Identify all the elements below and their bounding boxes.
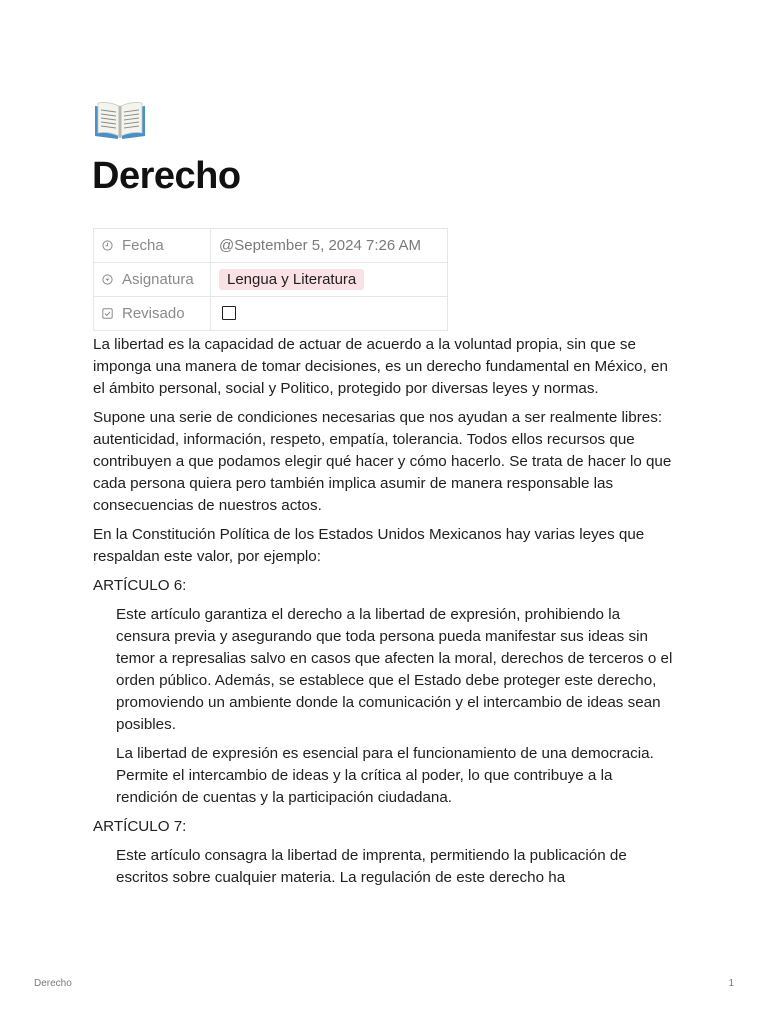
footer-page-number: 1 [728,978,734,989]
paragraph: Supone una serie de condiciones necesarias que nos ayudan a ser realmente libres: autenticidad, información, respeto, empatía, tolerancia. Todos ellos recursos que contribuyen a que podamos elegir qué hacer y cómo hacerlo. Se trata de hacer lo que cada persona quiera pero también implica asumir de manera responsable las consecuencias de nuestros actos. [93,409,672,514]
property-value-fecha[interactable]: @September 5, 2024 7:26 AM [211,229,448,263]
property-label-cell [94,297,211,331]
open-book-icon [92,98,148,142]
select-icon [102,272,113,283]
property-row-fecha [94,229,448,263]
quote-paragraph: La libertad de expresión es esencial para el funcionamiento de una democracia. Permite el intercambio de ideas y la crítica al poder, lo que contribuye a la rendición de cuentas y la participación ciudadana. [116,745,654,806]
property-value-revisado [211,297,448,331]
properties-table [93,228,448,331]
clock-icon [102,238,113,249]
property-label: Asignatura [122,271,194,288]
checkbox-icon [102,306,113,317]
property-row-revisado [94,297,448,331]
quote-paragraph: Este artículo consagra la libertad de imprenta, permitiendo la publicación de escritos sobre cualquier materia. La regulación de este derecho ha [116,847,627,886]
property-label: Fecha [122,237,164,254]
property-label-cell [94,229,211,263]
paragraph: La libertad es la capacidad de actuar de acuerdo a la voluntad propia, sin que se imponga una manera de tomar decisiones, es un derecho fundamental en México, en el ámbito personal, social y Politico, protegido por diversas leyes y normas. [93,336,668,397]
property-row-asignatura [94,263,448,297]
article-heading: ARTÍCULO 6: [93,577,187,594]
paragraph: En la Constitución Política de los Estados Unidos Mexicanos hay varias leyes que respaldan este valor, por ejemplo: [93,526,645,565]
article-heading: ARTÍCULO 7: [93,818,187,835]
subject-tag[interactable]: Lengua y Literatura [219,269,364,290]
property-label: Revisado [122,305,185,322]
footer-doc-name: Derecho [34,978,72,989]
page-content [93,334,678,896]
revisado-checkbox[interactable] [222,306,236,320]
property-label-cell [94,263,211,297]
quote-paragraph: Este artículo garantiza el derecho a la libertad de expresión, prohibiendo la censura previa y asegurando que toda persona pueda manifestar sus ideas sin temor a represalias salvo en casos que afecten la moral, derechos de terceros o el orden público. Además, se establece que el Estado debe proteger este derecho, promoviendo un ambiente donde la comunicación y el intercambio de ideas sean posibles. [116,606,673,733]
property-value-asignatura[interactable] [211,263,448,297]
page-title: Derecho [92,155,241,197]
